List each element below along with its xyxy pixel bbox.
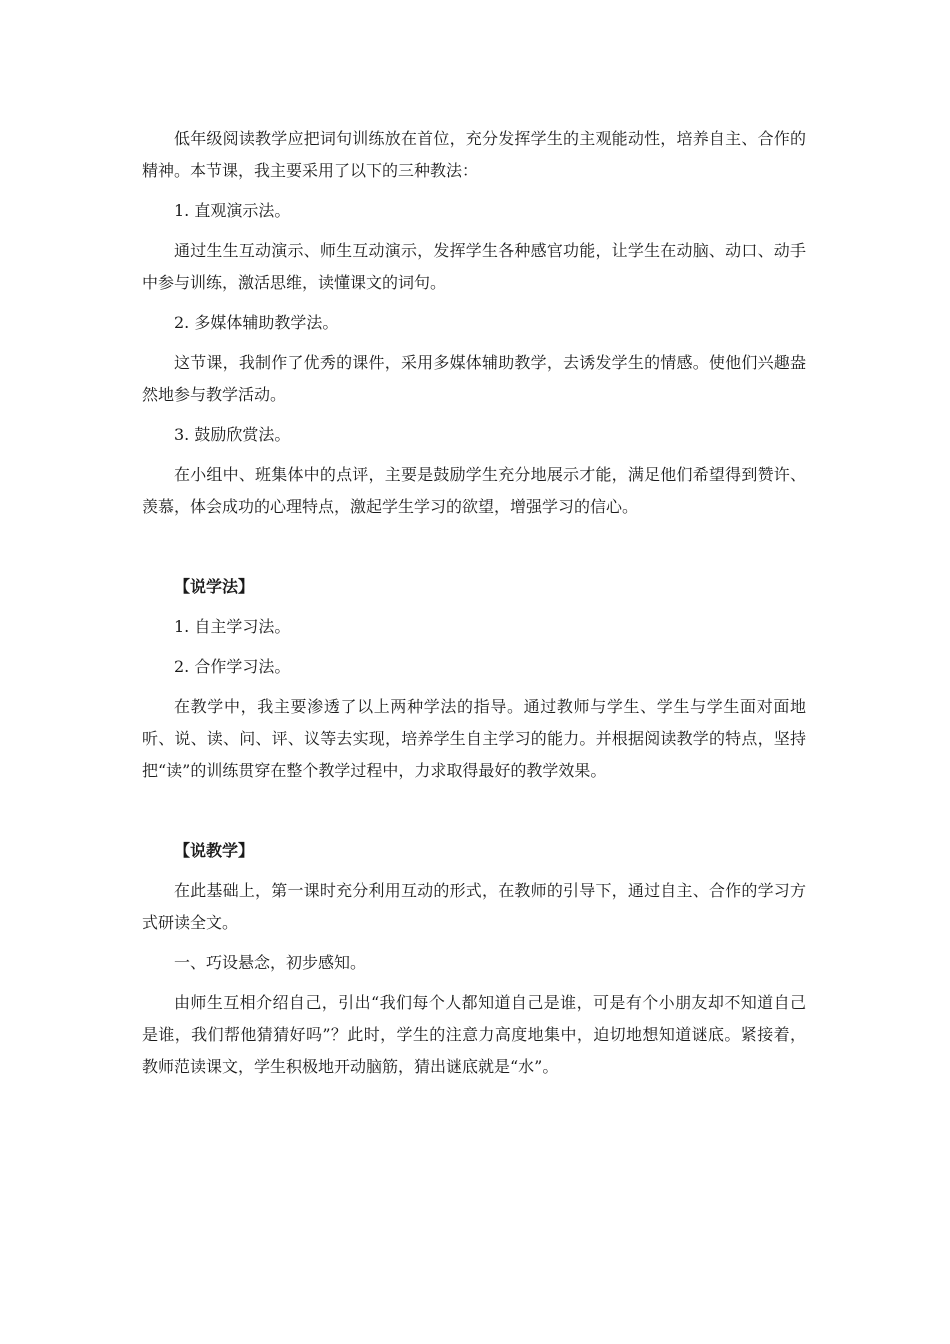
section-heading-teaching: 【说教学】: [174, 841, 255, 860]
paragraph-method-3: 在小组中、班集体中的点评，主要是鼓励学生充分地展示才能，满足他们希望得到赞许、羡慕，体会成功的心理特点，激起学生学习的欲望，增强学习的信心。: [142, 465, 806, 516]
method-item-2: 2. 多媒体辅助教学法。: [174, 313, 339, 332]
section-heading-learning: 【说学法】: [174, 577, 255, 596]
paragraph-teaching-intro: 在此基础上，第一课时充分利用互动的形式，在教师的引导下，通过自主、合作的学习方式研读全文。: [142, 881, 806, 932]
document-body: [142, 123, 806, 1091]
paragraph-teaching-step-1: 由师生互相介绍自己，引出“我们每个人都知道自己是谁，可是有个小朋友却不知道自己是谁，我们帮他猜猜好吗”？此时，学生的注意力高度地集中，迫切地想知道谜底。紧接着，教师范读课文，学生积极地开动脑筋，猜出谜底就是“水”。: [142, 993, 806, 1076]
method-item-1: 1. 直观演示法。: [174, 201, 291, 220]
learning-item-2: 2. 合作学习法。: [174, 657, 291, 676]
teaching-step-1: 一、巧设悬念，初步感知。: [174, 953, 367, 972]
paragraph-method-2: 这节课，我制作了优秀的课件，采用多媒体辅助教学，去诱发学生的情感。使他们兴趣盎然地参与教学活动。: [142, 353, 806, 404]
paragraph-method-1: 通过生生互动演示、师生互动演示，发挥学生各种感官功能，让学生在动脑、动口、动手中参与训练，激活思维，读懂课文的词句。: [142, 241, 806, 292]
method-item-3: 3. 鼓励欣赏法。: [174, 425, 291, 444]
learning-item-1: 1. 自主学习法。: [174, 617, 291, 636]
paragraph-learning: 在教学中，我主要渗透了以上两种学法的指导。通过教师与学生、学生与学生面对面地听、说、读、问、评、议等去实现，培养学生自主学习的能力。并根据阅读教学的特点，坚持把“读”的训练贯穿在整个教学过程中，力求取得最好的教学效果。: [142, 697, 806, 780]
paragraph-intro: 低年级阅读教学应把词句训练放在首位，充分发挥学生的主观能动性，培养自主、合作的精神。本节课，我主要采用了以下的三种教法：: [142, 129, 806, 180]
